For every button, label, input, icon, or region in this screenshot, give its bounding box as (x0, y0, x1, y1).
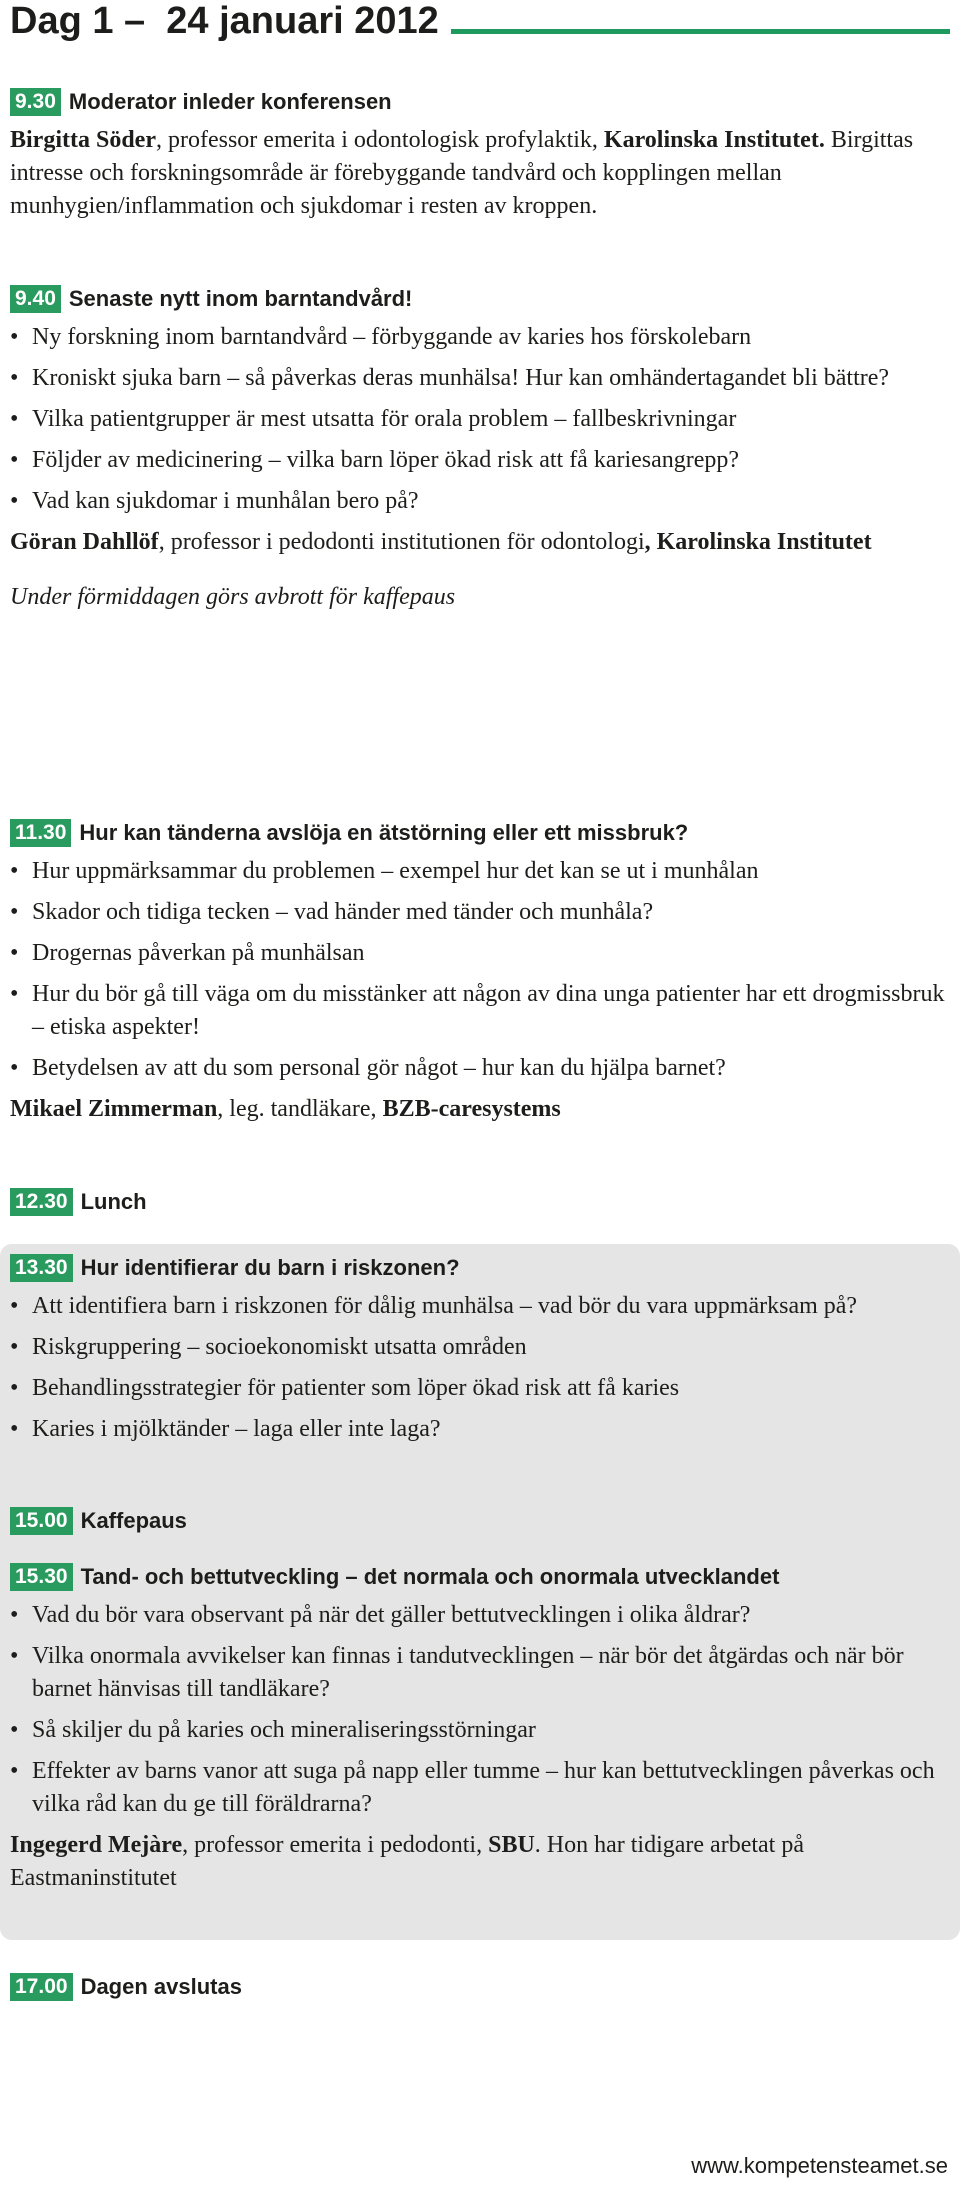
bullet-item: • Hur du bör gå till väga om du misstänker att någon av dina unga patienter har ett drogmissbruk – etiska aspekter! (10, 978, 950, 1044)
speaker-description: Birgittas intresse och forskningsområde är förebyggande tandvård och kopplingen mellan munhygien/inflammation och sjukdomar i resten av kroppen. (10, 127, 914, 219)
bullet-item: • Effekter av barns vanor att suga på napp eller tumme – hur kan bettutvecklingen påverkas och vilka råd kan du ge till föräldrarna? (10, 1755, 950, 1821)
speaker-paragraph (10, 526, 950, 559)
session-head (10, 817, 950, 849)
bullet-item: • Följder av medicinering – vilka barn löper ökad risk att få kariesangrepp? (10, 444, 950, 477)
session-1530 (10, 1561, 950, 1895)
bullet-list (10, 855, 950, 1085)
header-rule (451, 29, 950, 34)
speaker-name: Mikael Zimmerman (10, 1096, 218, 1122)
session-title: Dagen avslutas (80, 1974, 242, 1999)
bullet-item: • Behandlingsstrategier för patienter som löper ökad risk att få karies (10, 1372, 950, 1405)
speaker-role: , professor emerita i odontologisk profylaktik, (155, 127, 604, 153)
footer-website-link[interactable]: www.kompetensteamet.se (691, 2153, 948, 2178)
session-head (10, 1971, 950, 2003)
session-1700 (10, 1971, 950, 2003)
speaker-org: BZB-caresystems (382, 1096, 561, 1122)
bullet-item: • Ny forskning inom barntandvård – förbyggande av karies hos förskolebarn (10, 321, 950, 354)
bullet-item: • Skador och tidiga tecken – vad händer med tänder och munhåla? (10, 896, 950, 929)
session-head (10, 283, 950, 315)
session-930 (10, 86, 950, 223)
session-title: Lunch (80, 1189, 147, 1214)
bullet-item: • Kroniskt sjuka barn – så påverkas deras munhälsa! Hur kan omhändertagandet bli bättre? (10, 362, 950, 395)
session-head (10, 1186, 950, 1218)
speaker-org: Karolinska Institutet. (603, 127, 825, 153)
speaker-paragraph (10, 1829, 950, 1895)
speaker-org: SBU (488, 1832, 535, 1858)
session-title: Moderator inleder konferensen (68, 89, 392, 114)
time-badge: 17.00 (10, 1973, 73, 2001)
time-badge: 15.30 (10, 1563, 73, 1591)
bullet-item: • Vad du bör vara observant på när det gäller bettutvecklingen i olika åldrar? (10, 1599, 950, 1632)
session-title: Hur kan tänderna avslöja en ätstörning eller ett missbruk? (79, 820, 689, 845)
bullet-item: • Vilka onormala avvikelser kan finnas i tandutvecklingen – när bör det åtgärdas och när bör barnet hänvisas till tandläkare? (10, 1640, 950, 1706)
speaker-name: Birgitta Söder (10, 127, 156, 153)
bullet-item: • Drogernas påverkan på munhälsan (10, 937, 950, 970)
session-title: Kaffepaus (80, 1508, 187, 1533)
bullet-item: • Karies i mjölktänder – laga eller inte laga? (10, 1413, 950, 1446)
bullet-list (10, 1290, 950, 1446)
bullet-list (10, 321, 950, 518)
speaker-paragraph (10, 124, 950, 223)
speaker-name: Göran Dahllöf (10, 529, 159, 555)
session-1230 (10, 1186, 950, 1218)
speaker-role: , professor emerita i pedodonti, (182, 1832, 489, 1858)
session-title: Senaste nytt inom barntandvård! (68, 286, 413, 311)
session-head (10, 1252, 950, 1284)
session-940 (10, 283, 950, 614)
session-1130 (10, 817, 950, 1126)
time-badge: 13.30 (10, 1254, 73, 1282)
time-badge: 15.00 (10, 1507, 73, 1535)
session-title: Hur identifierar du barn i riskzonen? (80, 1255, 460, 1280)
bullet-item: • Riskgruppering – socioekonomiskt utsatta områden (10, 1331, 950, 1364)
bullet-item: • Så skiljer du på karies och mineraliseringsstörningar (10, 1714, 950, 1747)
bullet-list (10, 1599, 950, 1821)
day-header (10, 0, 950, 40)
bullet-item: • Betydelsen av att du som personal gör något – hur kan du hjälpa barnet? (10, 1052, 950, 1085)
speaker-comma: , (644, 529, 651, 555)
time-badge: 12.30 (10, 1188, 73, 1216)
bullet-item: • Vad kan sjukdomar i munhålan bero på? (10, 485, 950, 518)
speaker-role: , professor i pedodonti institutionen för odontologi (158, 529, 645, 555)
time-badge: 11.30 (10, 819, 71, 847)
session-1330 (10, 1252, 950, 1454)
session-title: Tand- och bettutveckling – det normala och onormala utvecklandet (80, 1564, 780, 1589)
bullet-item: • Vilka patientgrupper är mest utsatta för orala problem – fallbeskrivningar (10, 403, 950, 436)
session-head (10, 86, 950, 118)
speaker-role: , leg. tandläkare, (217, 1096, 383, 1122)
session-1500 (10, 1505, 950, 1537)
speaker-paragraph (10, 1093, 950, 1126)
speaker-extra: . Hon har tidigare arbetat på Eastmaninstitutet (10, 1832, 804, 1891)
session-head (10, 1505, 950, 1537)
speaker-name: Ingegerd Mejàre (10, 1832, 183, 1858)
day-title: Dag 1 – 24 januari 2012 (10, 0, 439, 42)
bullet-item: • Hur uppmärksammar du problemen – exempel hur det kan se ut i munhålan (10, 855, 950, 888)
time-badge: 9.30 (10, 88, 61, 116)
session-head (10, 1561, 950, 1593)
break-note: Under förmiddagen görs avbrott för kaffepaus (10, 584, 456, 610)
time-badge: 9.40 (10, 285, 61, 313)
bullet-item: • Att identifiera barn i riskzonen för dålig munhälsa – vad bör du vara uppmärksam på? (10, 1290, 950, 1323)
speaker-org: Karolinska Institutet (656, 529, 872, 555)
